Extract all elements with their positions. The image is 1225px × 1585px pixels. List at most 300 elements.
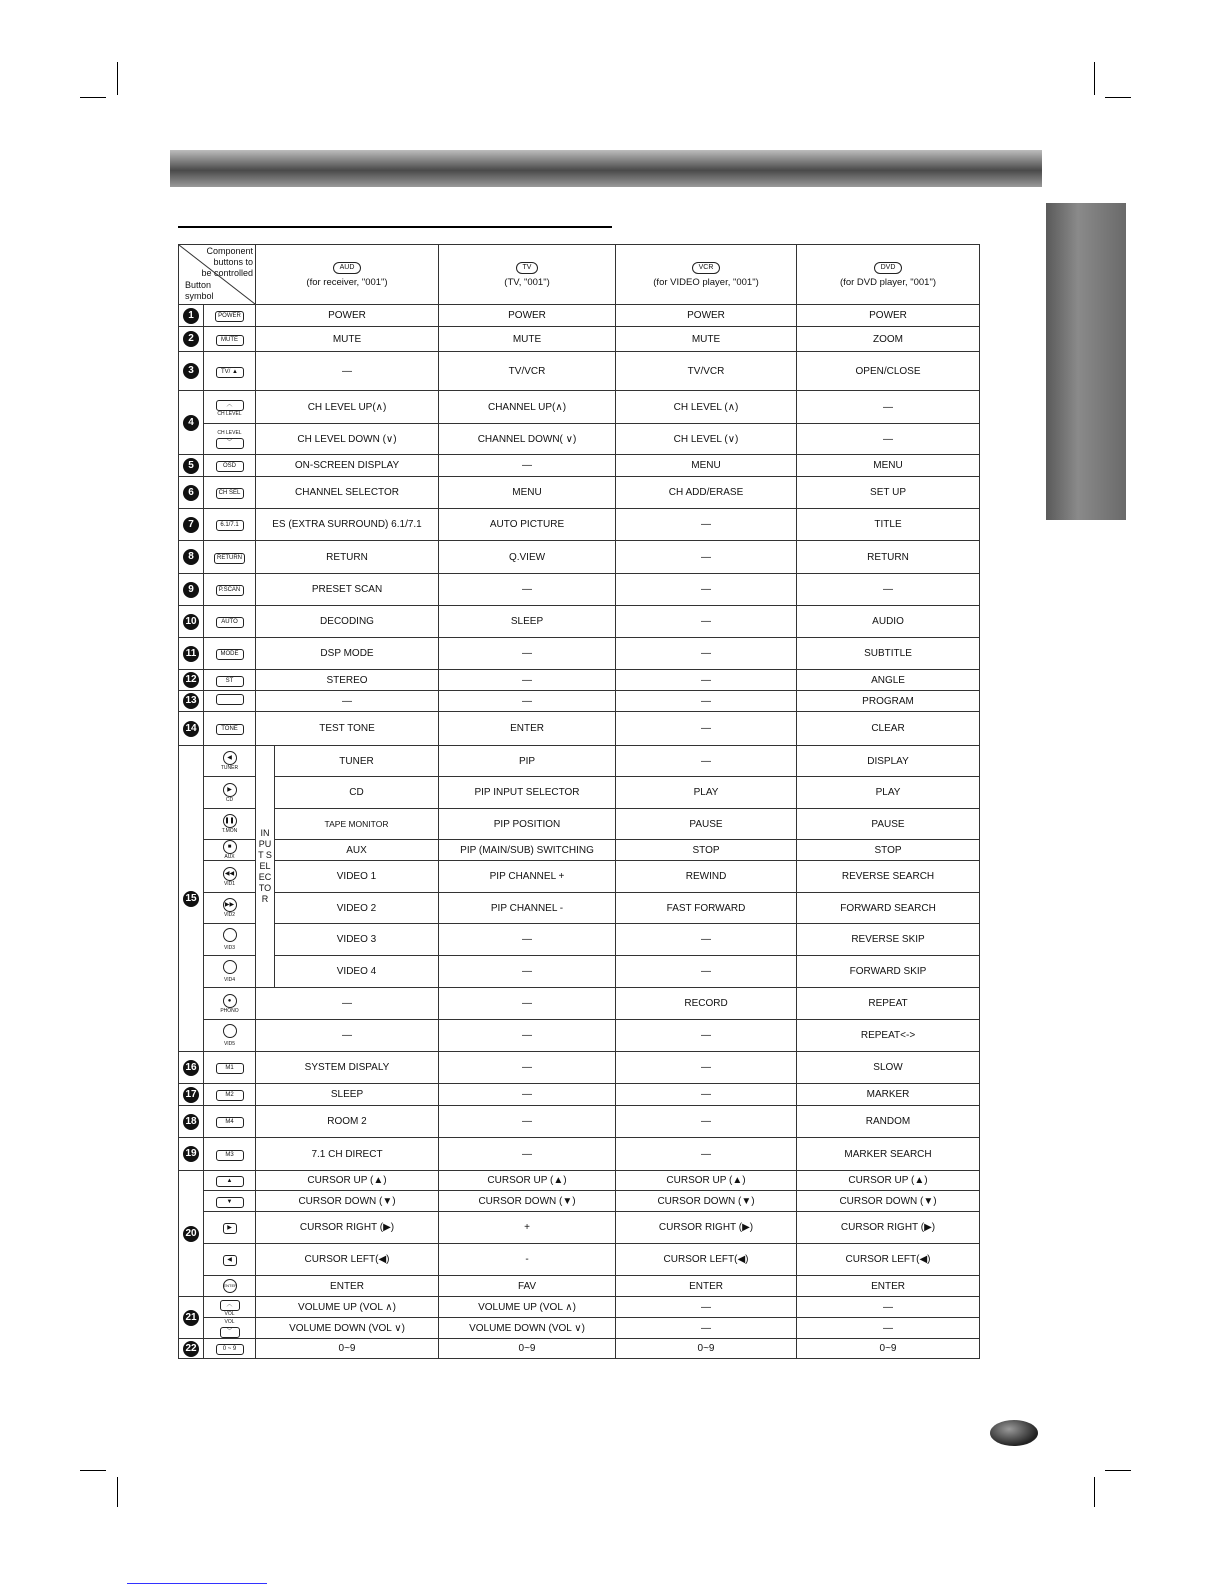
power-icon: POWER: [215, 311, 244, 322]
pause-icon: ❚❚: [223, 814, 237, 828]
button-symbol: [204, 352, 256, 391]
button-symbol: [204, 777, 256, 809]
circle-button-icon: [223, 928, 237, 942]
aud-sub: (for receiver, "001"): [306, 277, 388, 288]
tv-cell: TV/VCR: [439, 352, 616, 391]
aud-cell: RETURN: [256, 541, 439, 574]
row-number: [179, 541, 204, 574]
button-symbol: [204, 1052, 256, 1084]
vcr-cell: —: [616, 1084, 797, 1106]
vcr-cell: —: [616, 574, 797, 606]
symbol-caption: VID4: [223, 977, 236, 983]
row-number-badge: 16: [183, 1060, 199, 1076]
aud-cell: DSP MODE: [256, 638, 439, 670]
tv-cell: AUTO PICTURE: [439, 509, 616, 541]
row-number: [179, 455, 204, 477]
table-row: [179, 1339, 980, 1359]
vcr-cell: —: [616, 1106, 797, 1138]
table-row: [179, 327, 980, 352]
aud-cell: VIDEO 1: [275, 861, 439, 893]
section-banner: [170, 150, 1042, 187]
enter-icon: ENTER: [223, 1279, 237, 1293]
stereo-icon: ST: [216, 676, 244, 687]
program-icon: [216, 694, 244, 705]
aud-cell: VIDEO 3: [275, 924, 439, 956]
vcr-cell: MENU: [616, 455, 797, 477]
dvd-cell: —: [797, 424, 980, 455]
dvd-cell: AUDIO: [797, 606, 980, 638]
tv-sub: (TV, "001"): [504, 277, 550, 288]
dvd-cell: CLEAR: [797, 712, 980, 746]
dvd-cell: CURSOR UP (▲): [797, 1171, 980, 1191]
dvd-cell: —: [797, 391, 980, 424]
vcr-badge: VCR: [692, 262, 721, 274]
osd-icon: OSD: [216, 461, 244, 472]
button-symbol: [204, 1191, 256, 1212]
dvd-cell: CURSOR LEFT(◀): [797, 1244, 980, 1276]
crop-mark: [117, 62, 118, 95]
crop-mark: [80, 97, 106, 98]
table-row: [179, 840, 980, 861]
record-icon: ●: [223, 994, 237, 1008]
table-row: [179, 305, 980, 327]
button-symbol: [204, 1318, 256, 1339]
vcr-cell: —: [616, 541, 797, 574]
row-number-badge: 9: [183, 582, 199, 598]
dvd-cell: —: [797, 574, 980, 606]
vcr-cell: —: [616, 670, 797, 691]
table-row: [179, 809, 980, 840]
tv-cell: PIP POSITION: [439, 809, 616, 840]
button-symbol: [204, 1297, 256, 1318]
code-table: [178, 244, 980, 1359]
aud-cell: ES (EXTRA SURROUND) 6.1/7.1: [256, 509, 439, 541]
vcr-cell: MUTE: [616, 327, 797, 352]
tv-cell: —: [439, 455, 616, 477]
col-vcr-header: [616, 245, 797, 305]
table-row: [179, 1020, 980, 1052]
table-row: [179, 670, 980, 691]
button-symbol: [204, 861, 256, 893]
aud-cell: —: [256, 691, 439, 712]
corner-cell: [179, 245, 256, 305]
memory-icon: M1: [216, 1063, 244, 1074]
row-number: [179, 1106, 204, 1138]
row-number: [179, 305, 204, 327]
dvd-cell: STOP: [797, 840, 980, 861]
dvd-cell: MARKER SEARCH: [797, 1138, 980, 1171]
dvd-cell: TITLE: [797, 509, 980, 541]
button-symbol: [204, 1020, 256, 1052]
volume-up-icon: ︿: [220, 1300, 240, 1311]
row-number-badge: 11: [183, 646, 199, 662]
dvd-cell: OPEN/CLOSE: [797, 352, 980, 391]
vcr-cell: CURSOR UP (▲): [616, 1171, 797, 1191]
aud-cell: AUX: [275, 840, 439, 861]
tv-cell: Q.VIEW: [439, 541, 616, 574]
dvd-cell: SLOW: [797, 1052, 980, 1084]
aud-cell: PRESET SCAN: [256, 574, 439, 606]
tuner-icon: ◀: [223, 751, 237, 765]
tv-cell: —: [439, 574, 616, 606]
table-row: [179, 956, 980, 988]
row-number: [179, 1297, 204, 1339]
table-row: [179, 1244, 980, 1276]
table-row: [179, 455, 980, 477]
row-number-badge: 1: [183, 308, 199, 324]
aud-cell: VIDEO 2: [275, 893, 439, 924]
tv-cell: CHANNEL DOWN( ∨): [439, 424, 616, 455]
aud-cell: —: [256, 1020, 439, 1052]
tv-cell: —: [439, 956, 616, 988]
button-symbol: [204, 1171, 256, 1191]
tv-cell: —: [439, 638, 616, 670]
aud-cell: CURSOR LEFT(◀): [256, 1244, 439, 1276]
dvd-badge: DVD: [874, 262, 903, 274]
crop-mark: [1094, 62, 1095, 95]
row-number: [179, 477, 204, 509]
tv-cell: —: [439, 670, 616, 691]
table-row: [179, 893, 980, 924]
vcr-cell: STOP: [616, 840, 797, 861]
table-row: [179, 509, 980, 541]
dvd-cell: PLAY: [797, 777, 980, 809]
tv-cell: —: [439, 691, 616, 712]
aud-cell: VOLUME DOWN (VOL ∨): [256, 1318, 439, 1339]
row-number-badge: 15: [183, 891, 199, 907]
row-number: [179, 1052, 204, 1084]
tv-cell: PIP INPUT SELECTOR: [439, 777, 616, 809]
button-symbol: [204, 746, 256, 777]
heading-rule: [178, 226, 612, 228]
dvd-cell: ZOOM: [797, 327, 980, 352]
button-symbol: [204, 1212, 256, 1244]
aud-cell: SYSTEM DISPALY: [256, 1052, 439, 1084]
tv-cell: -: [439, 1244, 616, 1276]
dvd-cell: 0~9: [797, 1339, 980, 1359]
vcr-cell: POWER: [616, 305, 797, 327]
tv-cell: —: [439, 1084, 616, 1106]
vcr-cell: PLAY: [616, 777, 797, 809]
vcr-cell: —: [616, 606, 797, 638]
dvd-cell: SET UP: [797, 477, 980, 509]
row-number-badge: 6: [183, 485, 199, 501]
dvd-cell: REPEAT<->: [797, 1020, 980, 1052]
button-symbol: [204, 1276, 256, 1297]
tv-cell: SLEEP: [439, 606, 616, 638]
channel-select-icon: CH SEL: [216, 488, 244, 499]
vcr-cell: TV/VCR: [616, 352, 797, 391]
table-row: [179, 861, 980, 893]
surround-icon: 6.1/7.1: [216, 520, 244, 531]
dvd-cell: REVERSE SEARCH: [797, 861, 980, 893]
button-symbol: [204, 606, 256, 638]
row-number: [179, 1339, 204, 1359]
aud-cell: —: [256, 352, 439, 391]
button-symbol: [204, 956, 256, 988]
button-symbol: [204, 840, 256, 861]
preset-scan-icon: P.SCAN: [216, 585, 244, 596]
vcr-cell: 0~9: [616, 1339, 797, 1359]
button-symbol: [204, 1244, 256, 1276]
input-selector-label: INPUT SELECTOR: [256, 746, 275, 988]
cursor-right-icon: ▶: [223, 1223, 237, 1234]
symbol-caption: VOL: [224, 1310, 235, 1317]
dvd-cell: ANGLE: [797, 670, 980, 691]
vcr-cell: —: [616, 1052, 797, 1084]
volume-down-icon: ﹀: [220, 1327, 240, 1338]
symbol-caption: T.MON: [221, 828, 238, 834]
chevron-up-icon: ︿: [216, 400, 244, 411]
dvd-cell: REVERSE SKIP: [797, 924, 980, 956]
aud-cell: VOLUME UP (VOL ∧): [256, 1297, 439, 1318]
button-symbol: [204, 574, 256, 606]
aud-badge: AUD: [333, 262, 362, 274]
table-row: [179, 1297, 980, 1318]
col-dvd-header: [797, 245, 980, 305]
vcr-cell: —: [616, 509, 797, 541]
button-symbol: [204, 1339, 256, 1359]
symbol-caption: VID5: [223, 1041, 236, 1047]
dvd-cell: RETURN: [797, 541, 980, 574]
corner-component-label: Component buttons to be controlled: [201, 246, 253, 278]
table-row: [179, 1084, 980, 1106]
vcr-cell: —: [616, 691, 797, 712]
dvd-cell: PROGRAM: [797, 691, 980, 712]
symbol-caption: TUNER: [220, 765, 239, 771]
row-number-badge: 10: [183, 614, 199, 630]
dvd-cell: MARKER: [797, 1084, 980, 1106]
row-number: [179, 391, 204, 455]
vcr-sub: (for VIDEO player, "001"): [653, 277, 759, 288]
aud-cell: TAPE MONITOR: [275, 809, 439, 840]
aud-cell: POWER: [256, 305, 439, 327]
test-tone-icon: TONE: [216, 724, 244, 735]
dvd-cell: CURSOR DOWN (▼): [797, 1191, 980, 1212]
aud-cell: ROOM 2: [256, 1106, 439, 1138]
tv-cell: PIP CHANNEL +: [439, 861, 616, 893]
button-symbol: [204, 670, 256, 691]
memory-icon: M3: [216, 1150, 244, 1161]
cursor-down-icon: ▼: [216, 1197, 244, 1208]
button-symbol: [204, 712, 256, 746]
tv-cell: MENU: [439, 477, 616, 509]
row-number: [179, 746, 204, 1052]
vcr-cell: CH LEVEL (∨): [616, 424, 797, 455]
symbol-caption: AUX: [224, 854, 235, 860]
symbol-caption: CH LEVEL: [217, 429, 242, 436]
tv-cell: FAV: [439, 1276, 616, 1297]
dvd-cell: SUBTITLE: [797, 638, 980, 670]
tv-cell: MUTE: [439, 327, 616, 352]
table-row: [179, 391, 980, 424]
aud-cell: DECODING: [256, 606, 439, 638]
aud-cell: CHANNEL SELECTOR: [256, 477, 439, 509]
aud-cell: VIDEO 4: [275, 956, 439, 988]
row-number: [179, 1171, 204, 1297]
aud-cell: CURSOR RIGHT (▶): [256, 1212, 439, 1244]
vcr-cell: CURSOR DOWN (▼): [616, 1191, 797, 1212]
button-symbol: [204, 455, 256, 477]
tv-cell: PIP (MAIN/SUB) SWITCHING: [439, 840, 616, 861]
vcr-cell: —: [616, 1138, 797, 1171]
aud-cell: CURSOR DOWN (▼): [256, 1191, 439, 1212]
dvd-cell: POWER: [797, 305, 980, 327]
bottom-link-line: [127, 1583, 267, 1584]
table-row: [179, 477, 980, 509]
row-number-badge: 19: [183, 1146, 199, 1162]
table-row: [179, 1106, 980, 1138]
symbol-caption: VID2: [223, 912, 236, 918]
row-number-badge: 12: [183, 672, 199, 688]
symbol-caption: VOL: [224, 1318, 235, 1325]
tv-cell: ENTER: [439, 712, 616, 746]
tv-cell: CURSOR UP (▲): [439, 1171, 616, 1191]
tv-cell: PIP: [439, 746, 616, 777]
fast-forward-icon: ▶▶: [223, 898, 237, 912]
col-aud-header: [256, 245, 439, 305]
tv-cell: —: [439, 988, 616, 1020]
tv-cell: —: [439, 1052, 616, 1084]
dvd-cell: FORWARD SEARCH: [797, 893, 980, 924]
tv-cell: CURSOR DOWN (▼): [439, 1191, 616, 1212]
table-row: [179, 574, 980, 606]
button-symbol: [204, 541, 256, 574]
table-row: [179, 424, 980, 455]
row-number-badge: 8: [183, 549, 199, 565]
table-row: [179, 1052, 980, 1084]
page-number-tab: [990, 1420, 1038, 1446]
table-row: [179, 1138, 980, 1171]
aud-cell: ON-SCREEN DISPLAY: [256, 455, 439, 477]
button-symbol: [204, 391, 256, 424]
circle-button-icon: [223, 960, 237, 974]
table-row: [179, 1191, 980, 1212]
row-number: [179, 1084, 204, 1106]
row-number-badge: 5: [183, 458, 199, 474]
vcr-cell: CH LEVEL (∧): [616, 391, 797, 424]
crop-mark: [1105, 1470, 1131, 1471]
tv-cell: —: [439, 1106, 616, 1138]
dvd-cell: RANDOM: [797, 1106, 980, 1138]
aud-cell: ENTER: [256, 1276, 439, 1297]
row-number: [179, 352, 204, 391]
corner-button-label: Button symbol: [185, 280, 214, 301]
button-symbol: [204, 1084, 256, 1106]
button-symbol: [204, 893, 256, 924]
row-number-badge: 22: [183, 1341, 199, 1357]
cursor-up-icon: ▲: [216, 1176, 244, 1187]
col-tv-header: [439, 245, 616, 305]
dvd-cell: PAUSE: [797, 809, 980, 840]
cursor-left-icon: ◀: [223, 1255, 237, 1266]
auto-icon: AUTO: [216, 617, 244, 628]
row-number: [179, 509, 204, 541]
vcr-cell: —: [616, 956, 797, 988]
table-row: [179, 1318, 980, 1339]
table-row: [179, 606, 980, 638]
table-row: [179, 924, 980, 956]
stop-icon: ■: [223, 840, 237, 854]
vcr-cell: —: [616, 712, 797, 746]
aud-cell: SLEEP: [256, 1084, 439, 1106]
aud-cell: MUTE: [256, 327, 439, 352]
vcr-cell: —: [616, 746, 797, 777]
vcr-cell: CH ADD/ERASE: [616, 477, 797, 509]
row-number: [179, 606, 204, 638]
row-number-badge: 20: [183, 1226, 199, 1242]
tv-cell: VOLUME UP (VOL ∧): [439, 1297, 616, 1318]
button-symbol: [204, 477, 256, 509]
row-number-badge: 14: [183, 721, 199, 737]
table-row: [179, 1276, 980, 1297]
row-number-badge: 3: [183, 363, 199, 379]
tv-cell: PIP CHANNEL -: [439, 893, 616, 924]
button-symbol: [204, 305, 256, 327]
table-row: [179, 352, 980, 391]
row-number: [179, 670, 204, 691]
aud-cell: 0~9: [256, 1339, 439, 1359]
crop-mark: [80, 1470, 106, 1471]
dvd-sub: (for DVD player, "001"): [840, 277, 936, 288]
tv-badge: TV: [516, 262, 539, 274]
tv-cell: +: [439, 1212, 616, 1244]
dvd-cell: MENU: [797, 455, 980, 477]
vcr-cell: —: [616, 1297, 797, 1318]
row-number: [179, 327, 204, 352]
row-number-badge: 13: [183, 693, 199, 709]
vcr-cell: FAST FORWARD: [616, 893, 797, 924]
tv-cell: CHANNEL UP(∧): [439, 391, 616, 424]
row-number: [179, 1138, 204, 1171]
dvd-cell: REPEAT: [797, 988, 980, 1020]
row-number: [179, 712, 204, 746]
tv-cell: VOLUME DOWN (VOL ∨): [439, 1318, 616, 1339]
eject-icon: TV/ ▲: [216, 367, 244, 378]
vcr-cell: PAUSE: [616, 809, 797, 840]
button-symbol: [204, 1138, 256, 1171]
vcr-cell: ENTER: [616, 1276, 797, 1297]
symbol-caption: VID1: [223, 880, 236, 887]
memory-icon: M2: [216, 1090, 244, 1101]
button-symbol: [204, 638, 256, 670]
aud-cell: CURSOR UP (▲): [256, 1171, 439, 1191]
table-row: [179, 1171, 980, 1191]
aud-cell: CH LEVEL DOWN (∨): [256, 424, 439, 455]
vcr-cell: —: [616, 1318, 797, 1339]
crop-mark: [1105, 97, 1131, 98]
button-symbol: [204, 924, 256, 956]
number-keys-icon: 0 ~ 9: [216, 1344, 244, 1355]
button-symbol: [204, 424, 256, 455]
vcr-cell: CURSOR RIGHT (▶): [616, 1212, 797, 1244]
row-number-badge: 17: [183, 1087, 199, 1103]
aud-cell: CH LEVEL UP(∧): [256, 391, 439, 424]
header-row: [179, 245, 980, 305]
circle-button-icon: [223, 1024, 237, 1038]
tv-cell: 0~9: [439, 1339, 616, 1359]
tv-cell: —: [439, 1020, 616, 1052]
dsp-mode-icon: MODE: [216, 649, 244, 660]
table-row: [179, 712, 980, 746]
dvd-cell: CURSOR RIGHT (▶): [797, 1212, 980, 1244]
row-number-badge: 7: [183, 517, 199, 533]
vcr-cell: —: [616, 1020, 797, 1052]
vcr-cell: —: [616, 638, 797, 670]
vcr-cell: REWIND: [616, 861, 797, 893]
row-number-badge: 21: [183, 1310, 199, 1326]
button-symbol: [204, 988, 256, 1020]
